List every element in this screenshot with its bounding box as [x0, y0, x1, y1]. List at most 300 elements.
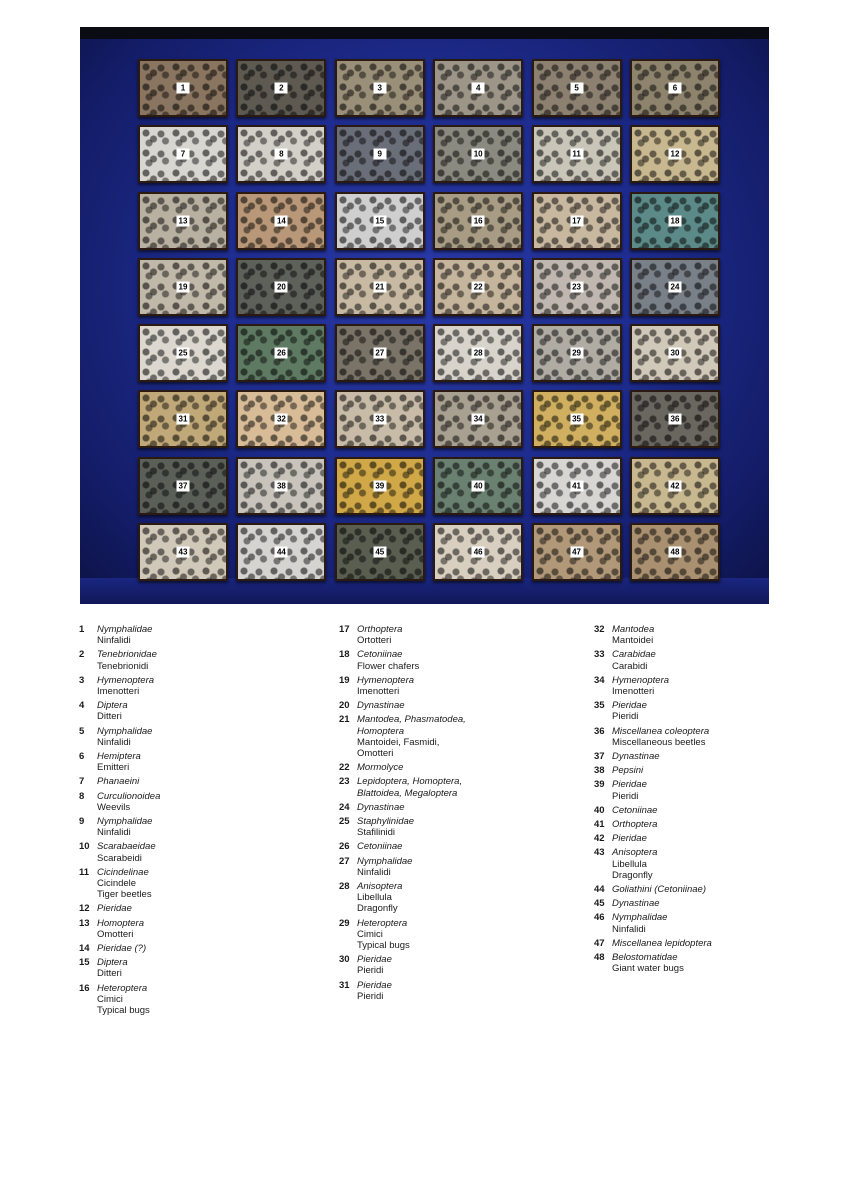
scientific-name: Pieridae: [357, 979, 392, 991]
legend-entry-text: [97, 943, 146, 954]
common-name: Ditteri: [97, 968, 122, 980]
specimen-box: [138, 258, 228, 316]
legend-entry-text: [357, 649, 419, 671]
scientific-name: Nymphalidae: [357, 855, 413, 867]
common-name: Ninfalidi: [357, 866, 391, 878]
specimen-box: [630, 258, 720, 316]
legend-entry-text: [97, 776, 139, 787]
common-name: Imenotteri: [357, 686, 400, 698]
scientific-name: Goliathini (Cetoniinae): [612, 884, 706, 896]
legend-entry-text: [612, 726, 709, 748]
scientific-name: Cetoniinae: [357, 841, 403, 853]
legend-entry-text: [97, 726, 152, 748]
specimen-box: [138, 59, 228, 117]
specimen-box: [630, 59, 720, 117]
legend-entry: [594, 765, 712, 776]
legend-entry-text: [612, 649, 656, 671]
legend-entry-text: [357, 776, 462, 798]
scientific-name: Lepidoptera, Homoptera,: [357, 776, 463, 788]
specimen-box: [433, 457, 523, 515]
legend-entry-text: [612, 952, 684, 974]
common-name: Cimici: [97, 993, 123, 1005]
specimen-box-number: 46: [472, 547, 485, 558]
scientific-name: Cetoniinae: [612, 804, 658, 816]
legend-entry-text: [357, 700, 405, 711]
scientific-name: Dynastinae: [357, 700, 405, 712]
legend-entry-number: 5: [79, 725, 85, 737]
scientific-name: Pieridae: [612, 833, 647, 845]
specimen-box-number: 39: [373, 480, 386, 491]
legend-entry-number: 42: [594, 833, 605, 845]
scientific-name: Diptera: [97, 957, 128, 969]
scientific-name: Pieridae: [97, 903, 132, 915]
specimen-box: [335, 390, 425, 448]
legend-entry-number: 2: [79, 649, 85, 661]
legend-entry: [79, 943, 160, 954]
legend-entry-text: [97, 751, 141, 773]
specimen-box-number: 47: [570, 547, 583, 558]
scientific-name: Orthoptera: [357, 624, 403, 635]
legend-entry: [594, 675, 712, 697]
specimen-box: [335, 59, 425, 117]
specimen-box: [138, 390, 228, 448]
legend-entry-number: 29: [339, 917, 350, 929]
legend-entry-number: 13: [79, 917, 90, 929]
scientific-name: Miscellanea lepidoptera: [612, 937, 712, 949]
specimen-box: [532, 324, 622, 382]
legend-entry-number: 43: [594, 847, 605, 859]
common-name: Dragonfly: [357, 903, 398, 915]
legend-entry-number: 8: [79, 790, 85, 802]
legend-entry-number: 12: [79, 903, 90, 915]
legend-entry: [339, 675, 466, 697]
scientific-name: Heteroptera: [97, 982, 148, 994]
specimen-box-number: 7: [177, 149, 190, 160]
specimen-box: [138, 523, 228, 581]
scientific-name: Cetoniinae: [357, 649, 403, 661]
specimen-box-number: 22: [472, 281, 485, 292]
legend-entry-text: [357, 816, 414, 838]
legend-entry-text: [357, 954, 392, 976]
legend-entry: [79, 816, 160, 838]
legend-entry: [594, 624, 712, 646]
legend-entry-text: [612, 898, 660, 909]
legend-entry-text: [97, 983, 150, 1017]
specimen-box: [433, 125, 523, 183]
legend-entry-number: 4: [79, 700, 85, 712]
legend-entry-text: [612, 624, 654, 646]
legend-entry: [594, 898, 712, 909]
specimen-box: [532, 59, 622, 117]
specimen-box-number: 5: [570, 83, 583, 94]
common-name: Ortotteri: [357, 635, 392, 647]
specimen-box: [532, 258, 622, 316]
scientific-name: Hymenoptera: [357, 674, 415, 686]
scientific-name: Heteroptera: [357, 917, 408, 929]
common-name: Scarabeidi: [97, 852, 142, 864]
specimen-box-number: 11: [570, 149, 583, 160]
common-name: Cimici: [357, 928, 383, 940]
specimen-box: [433, 59, 523, 117]
legend-entry: [79, 903, 160, 914]
legend-entry-text: [97, 624, 152, 646]
specimen-box: [138, 125, 228, 183]
legend-entry-text: [612, 819, 657, 830]
legend-entry: [594, 912, 712, 934]
scientific-name: Mormolyce: [357, 762, 404, 774]
legend-entry-number: 31: [339, 979, 350, 991]
common-name: Ditteri: [97, 711, 122, 723]
specimen-box: [532, 192, 622, 250]
legend-entry: [79, 726, 160, 748]
legend-entry: [594, 938, 712, 949]
legend-entry: [79, 649, 160, 671]
legend-entry: [79, 675, 160, 697]
legend-entry-number: 16: [79, 982, 90, 994]
common-name: Imenotteri: [612, 686, 655, 698]
legend-entry-text: [97, 649, 157, 671]
common-name: Tenebrionidi: [97, 660, 149, 672]
common-name: Omotteri: [357, 748, 394, 760]
legend-entry-number: 9: [79, 816, 85, 828]
legend-entry: [339, 802, 466, 813]
legend-entry-text: [97, 867, 152, 901]
specimen-box: [433, 390, 523, 448]
legend-entry-text: [97, 903, 132, 914]
legend-entry-text: [612, 751, 660, 762]
legend-entry-number: 17: [339, 624, 350, 635]
scientific-name: Dynastinae: [612, 898, 660, 910]
specimen-box-number: 18: [668, 215, 681, 226]
common-name: Ninfalidi: [97, 736, 131, 748]
legend-entry-number: 45: [594, 898, 605, 910]
specimen-box: [138, 457, 228, 515]
scientific-name: Homoptera: [357, 725, 404, 737]
legend-column-1: [79, 624, 160, 1019]
scientific-name: Hemiptera: [97, 751, 141, 763]
specimen-box: [630, 457, 720, 515]
scientific-name: Mantodea, Phasmatodea,: [357, 714, 466, 726]
legend-entry-number: 46: [594, 912, 605, 924]
specimen-box-number: 24: [668, 281, 681, 292]
specimen-box-number: 34: [472, 414, 485, 425]
legend-entry-number: 15: [79, 957, 90, 969]
specimen-box-number: 42: [668, 480, 681, 491]
common-name: Typical bugs: [97, 1005, 150, 1017]
legend-entry-text: [97, 816, 152, 838]
scientific-name: Homoptera: [97, 917, 144, 929]
specimen-box: [335, 457, 425, 515]
display-case-grid: [138, 59, 720, 579]
scientific-name: Nymphalidae: [97, 816, 153, 828]
common-name: Stafilinidi: [357, 827, 396, 839]
specimen-box: [335, 324, 425, 382]
legend-entry-text: [612, 675, 669, 697]
common-name: Ninfalidi: [97, 827, 131, 839]
legend-entry-text: [97, 700, 128, 722]
legend-entry: [79, 751, 160, 773]
legend-entry: [339, 649, 466, 671]
specimen-box: [630, 324, 720, 382]
legend-entry: [79, 841, 160, 863]
legend-entry: [79, 918, 160, 940]
legend-entry: [594, 847, 712, 881]
scientific-name: Blattoidea, Megaloptera: [357, 787, 458, 799]
legend-entry: [339, 841, 466, 852]
specimen-box-number: 13: [177, 215, 190, 226]
specimen-box: [433, 258, 523, 316]
specimen-box: [138, 324, 228, 382]
legend-entry-text: [612, 779, 647, 801]
legend-entry-text: [97, 675, 154, 697]
specimen-box-number: 12: [668, 149, 681, 160]
legend-entry-number: 32: [594, 624, 605, 635]
specimen-box: [335, 192, 425, 250]
legend-entry: [339, 856, 466, 878]
scientific-name: Belostomatidae: [612, 952, 678, 964]
specimen-box: [335, 125, 425, 183]
legend-entry: [339, 762, 466, 773]
legend-entry-text: [612, 847, 657, 881]
legend-entry-number: 21: [339, 714, 350, 726]
legend-entry-number: 33: [594, 649, 605, 661]
common-name: Weevils: [97, 801, 131, 813]
specimen-box-number: 17: [570, 215, 583, 226]
legend-entry-text: [612, 805, 657, 816]
specimen-box: [433, 324, 523, 382]
specimen-box-number: 30: [668, 348, 681, 359]
legend-entry: [594, 751, 712, 762]
legend-entry-text: [612, 700, 647, 722]
common-name: Miscellaneous beetles: [612, 736, 706, 748]
specimen-box: [236, 125, 326, 183]
legend-entry-text: [357, 841, 402, 852]
legend-entry-text: [357, 762, 403, 773]
common-name: Pieridi: [357, 990, 384, 1002]
legend-entry-text: [97, 918, 144, 940]
specimen-box: [630, 192, 720, 250]
legend-entry-number: 48: [594, 952, 605, 964]
specimen-box-number: 2: [275, 83, 288, 94]
legend-entry-text: [612, 912, 667, 934]
legend-entry-number: 14: [79, 943, 90, 955]
common-name: Cicindele: [97, 878, 137, 890]
specimen-box: [532, 125, 622, 183]
specimen-box: [433, 523, 523, 581]
photo-floor: [80, 578, 769, 604]
legend-column-3: [594, 624, 712, 977]
legend-entry-number: 28: [339, 881, 350, 893]
common-name: Imenotteri: [97, 686, 140, 698]
legend-entry-text: [357, 624, 402, 646]
legend-entry-number: 34: [594, 674, 605, 686]
legend-entry-text: [357, 802, 405, 813]
legend-entry-text: [357, 918, 410, 952]
legend-entry-number: 39: [594, 779, 605, 791]
legend-entry: [339, 980, 466, 1002]
specimen-box: [532, 523, 622, 581]
legend-entry-number: 19: [339, 674, 350, 686]
scientific-name: Pieridae: [612, 700, 647, 712]
scientific-name: Anisoptera: [612, 847, 658, 859]
legend-entry-number: 1: [79, 624, 85, 635]
specimen-box-number: 27: [373, 348, 386, 359]
specimen-box: [236, 258, 326, 316]
specimen-box-number: 20: [275, 281, 288, 292]
legend-entry: [339, 918, 466, 952]
legend-entry-number: 30: [339, 954, 350, 966]
scientific-name: Curculionoidea: [97, 790, 161, 802]
common-name: Pieridi: [612, 790, 639, 802]
specimen-box-number: 41: [570, 480, 583, 491]
specimen-box: [236, 457, 326, 515]
scientific-name: Nymphalidae: [97, 725, 153, 737]
common-name: Pieridi: [357, 965, 384, 977]
legend-entry: [79, 957, 160, 979]
specimen-box-number: 10: [472, 149, 485, 160]
common-name: Tiger beetles: [97, 889, 152, 901]
specimen-box-number: 32: [275, 414, 288, 425]
legend-entry: [594, 884, 712, 895]
scientific-name: Miscellanea coleoptera: [612, 725, 710, 737]
scientific-name: Dynastinae: [357, 801, 405, 813]
common-name: Ninfalidi: [612, 923, 646, 935]
specimen-box-number: 4: [472, 83, 485, 94]
specimen-box-number: 16: [472, 215, 485, 226]
legend-entry-text: [97, 957, 128, 979]
legend-entry: [594, 700, 712, 722]
scientific-name: Scarabaeidae: [97, 841, 156, 853]
legend-entry: [79, 983, 160, 1017]
common-name: Carabidi: [612, 660, 648, 672]
legend-entry-text: [357, 980, 392, 1002]
common-name: Pieridi: [612, 711, 639, 723]
scientific-name: Hymenoptera: [97, 674, 155, 686]
specimen-box-number: 1: [177, 83, 190, 94]
legend-entry-number: 18: [339, 649, 350, 661]
scientific-name: Dynastinae: [612, 751, 660, 763]
specimen-box: [630, 523, 720, 581]
scientific-name: Phanaeini: [97, 776, 140, 788]
common-name: Emitteri: [97, 762, 130, 774]
scientific-name: Pieridae (?): [97, 943, 147, 955]
common-name: Omotteri: [97, 928, 134, 940]
scientific-name: Orthoptera: [612, 819, 658, 831]
specimen-box-number: 38: [275, 480, 288, 491]
scientific-name: Hymenoptera: [612, 674, 670, 686]
insect-collection-photo: [80, 27, 769, 604]
legend-entry-number: 27: [339, 855, 350, 867]
scientific-name: Nymphalidae: [612, 912, 668, 924]
legend-entry-number: 25: [339, 816, 350, 828]
specimen-box-number: 21: [373, 281, 386, 292]
scientific-name: Carabidae: [612, 649, 656, 661]
scientific-name: Anisoptera: [357, 881, 403, 893]
legend-entry: [594, 952, 712, 974]
legend-entry-text: [357, 675, 414, 697]
specimen-box: [236, 324, 326, 382]
common-name: Ninfalidi: [97, 635, 131, 647]
scientific-name: Tenebrionidae: [97, 649, 157, 661]
legend-entry: [594, 779, 712, 801]
specimen-box: [335, 523, 425, 581]
specimen-box: [532, 457, 622, 515]
common-name: Dragonfly: [612, 869, 653, 881]
legend-entry-text: [97, 791, 160, 813]
legend-entry: [339, 816, 466, 838]
legend-entry-number: 23: [339, 776, 350, 788]
legend-entry: [594, 833, 712, 844]
scientific-name: Diptera: [97, 700, 128, 712]
legend-entry-text: [357, 881, 402, 915]
specimen-box-number: 31: [177, 414, 190, 425]
specimen-box: [630, 125, 720, 183]
specimen-box-number: 29: [570, 348, 583, 359]
specimen-box: [236, 192, 326, 250]
legend-entry: [339, 624, 466, 646]
common-name: Mantoidei: [612, 635, 654, 647]
specimen-box: [532, 390, 622, 448]
common-name: Flower chafers: [357, 660, 420, 672]
specimen-box-number: 19: [177, 281, 190, 292]
scientific-name: Cicindelinae: [97, 866, 149, 878]
legend-entry-number: 37: [594, 751, 605, 763]
specimen-box-number: 40: [472, 480, 485, 491]
legend-entry: [339, 700, 466, 711]
common-name: Typical bugs: [357, 940, 410, 952]
specimen-box: [236, 59, 326, 117]
scientific-name: Nymphalidae: [97, 624, 153, 635]
specimen-box-number: 3: [373, 83, 386, 94]
legend-entry-number: 40: [594, 804, 605, 816]
legend-entry: [339, 714, 466, 759]
legend-entry-number: 26: [339, 841, 350, 853]
legend-entry: [594, 805, 712, 816]
legend-entry: [594, 649, 712, 671]
specimen-box-number: 6: [668, 83, 681, 94]
legend-entry: [79, 791, 160, 813]
common-name: Libellula: [612, 858, 647, 870]
legend-entry: [79, 624, 160, 646]
legend-entry-number: 3: [79, 674, 85, 686]
scientific-name: Mantodea: [612, 624, 655, 635]
specimen-box-number: 15: [373, 215, 386, 226]
scientific-name: Staphylinidae: [357, 816, 415, 828]
photo-top-band: [80, 27, 769, 39]
specimen-box-number: 36: [668, 414, 681, 425]
scientific-name: Pieridae: [357, 954, 392, 966]
specimen-box-number: 45: [373, 547, 386, 558]
legend-entry-number: 47: [594, 937, 605, 949]
legend-entry: [79, 776, 160, 787]
specimen-box-number: 28: [472, 348, 485, 359]
legend-entry-number: 35: [594, 700, 605, 712]
scientific-name: Pepsini: [612, 765, 644, 777]
specimen-box-number: 25: [177, 348, 190, 359]
legend-entry-text: [612, 765, 643, 776]
common-name: Giant water bugs: [612, 963, 684, 975]
specimen-box: [236, 523, 326, 581]
specimen-box: [138, 192, 228, 250]
legend-entry-number: 44: [594, 884, 605, 896]
legend-entry-text: [612, 833, 647, 844]
specimen-box: [433, 192, 523, 250]
legend-entry: [79, 867, 160, 901]
specimen-box-number: 44: [275, 547, 288, 558]
legend-entry: [339, 881, 466, 915]
legend-entry-number: 36: [594, 725, 605, 737]
specimen-box-number: 9: [373, 149, 386, 160]
